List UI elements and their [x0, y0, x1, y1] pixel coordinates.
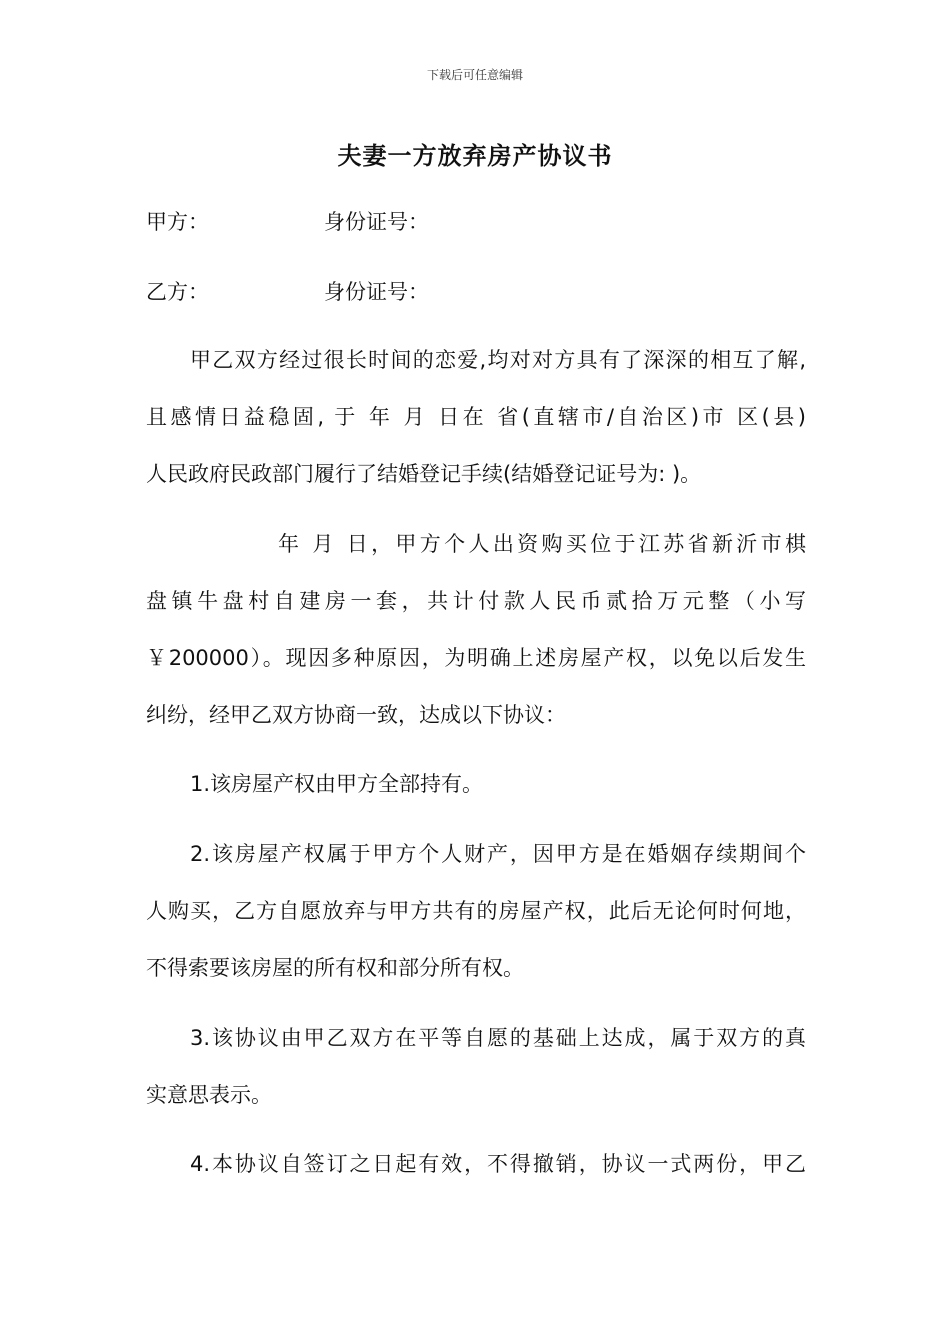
paragraph-line: 2.该房屋产权属于甲方个人财产，因甲方是在婚姻存续期间个	[190, 842, 806, 866]
paragraph-line: ￥200000）。现因多种原因，为明确上述房屋产权，以免以后发生	[146, 646, 806, 670]
paragraph-line: 实意思表示。	[146, 1083, 272, 1107]
paragraph-line: 甲乙双方经过很长时间的恋爱,均对对方具有了深深的相互了解,	[190, 348, 806, 372]
paragraph-marriage	[146, 332, 806, 503]
download-note: 下载后可任意编辑	[426, 68, 523, 82]
paragraph-line: 纠纷，经甲乙双方协商一致，达成以下协议：	[146, 703, 566, 727]
paragraph-line: 1.该房屋产权由甲方全部持有。	[190, 772, 484, 796]
party-a-id-label: 身份证号：	[324, 210, 429, 234]
paragraph-line: 盘镇牛盘村自建房一套，共计付款人民币贰拾万元整（小写	[146, 589, 806, 613]
party-b-id-label: 身份证号：	[324, 280, 429, 304]
paragraph-line: 年 月 日，甲方个人出资购买位于江苏省新沂市棋	[278, 532, 806, 556]
party-a-label: 甲方：	[146, 210, 209, 234]
clause-2	[146, 826, 806, 997]
paragraph-line: 人民政府民政部门履行了结婚登记手续(结婚登记证号为: )。	[146, 462, 702, 486]
paragraph-purchase	[146, 516, 806, 744]
party-b-line	[146, 278, 429, 306]
document-title: 夫妻一方放弃房产协议书	[337, 141, 613, 170]
clause-3	[146, 1010, 806, 1124]
paragraph-line: 3.该协议由甲乙双方在平等自愿的基础上达成，属于双方的真	[190, 1026, 806, 1050]
clause-4	[146, 1136, 806, 1193]
party-b-label: 乙方：	[146, 280, 209, 304]
party-a-line	[146, 208, 429, 236]
paragraph-line: 且感情日益稳固, 于 年 月 日在 省(直辖市/自治区)市 区(县)	[146, 405, 806, 429]
paragraph-line: 人购买，乙方自愿放弃与甲方共有的房屋产权，此后无论何时何地，	[146, 899, 806, 923]
clause-1	[146, 756, 806, 813]
paragraph-line: 不得索要该房屋的所有权和部分所有权。	[146, 956, 524, 980]
paragraph-line: 4.本协议自签订之日起有效，不得撤销，协议一式两份，甲乙	[190, 1152, 806, 1176]
